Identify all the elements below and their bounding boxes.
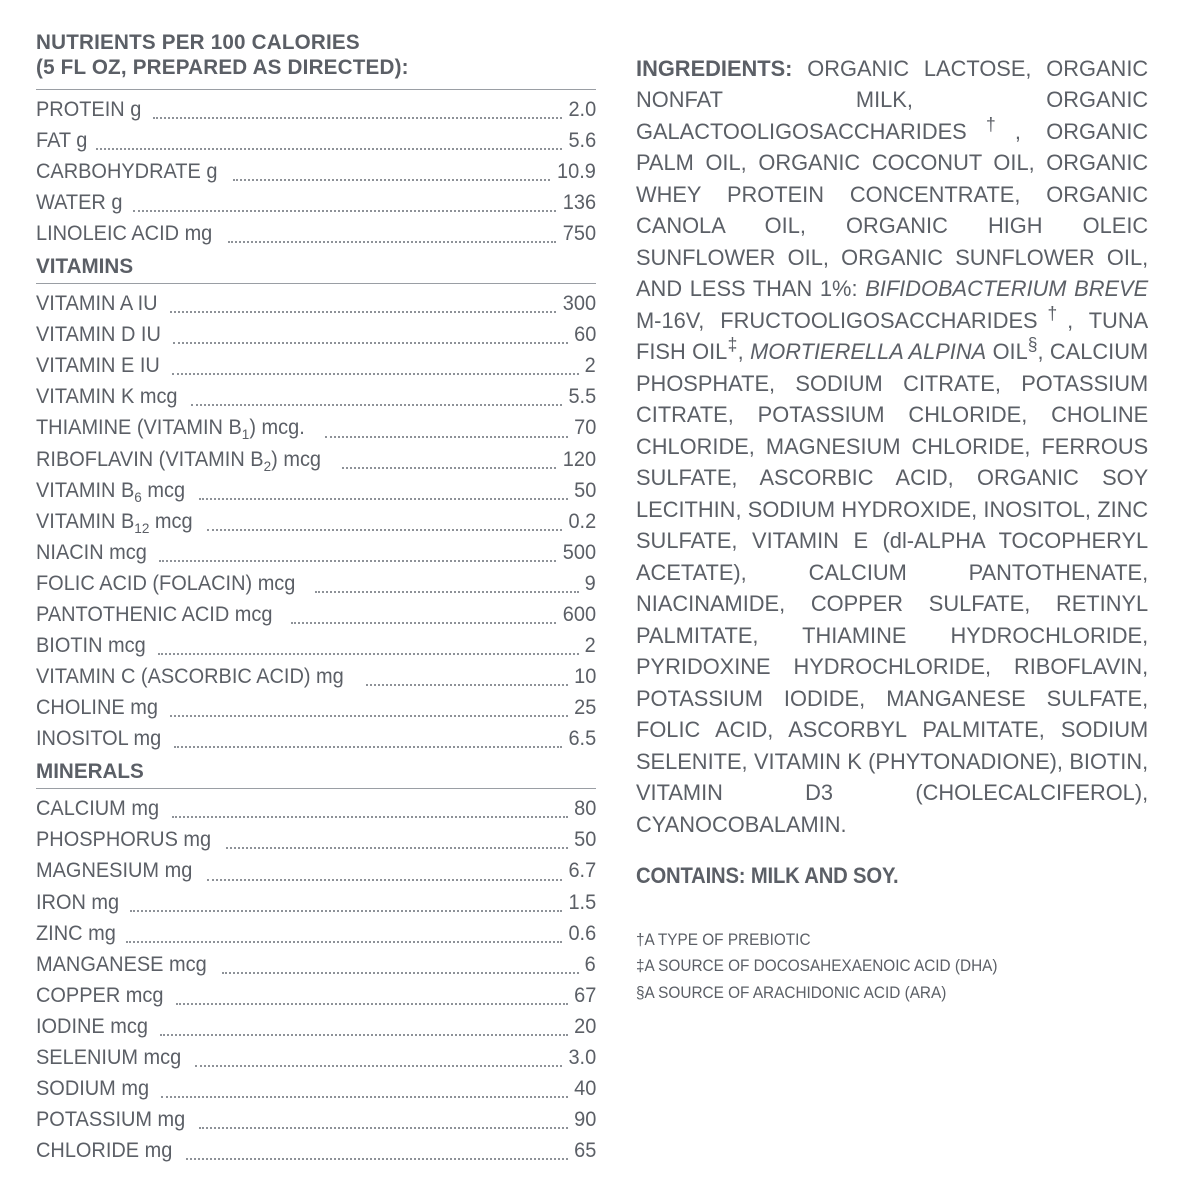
nutrient-row	[36, 412, 596, 443]
nutrient-row	[36, 125, 596, 156]
ingredients-text-4: , TUNA FISH OIL	[636, 307, 1149, 364]
nutrient-row	[36, 855, 596, 886]
nutrient-value: 0.2	[568, 509, 596, 533]
nutrient-row	[36, 1135, 596, 1166]
dagger-marker-2: †	[1037, 303, 1068, 323]
ingredients-text-3: M-16V, FRUCTOOLIGOSACCHARIDES	[636, 307, 1038, 333]
nutrient-row	[36, 94, 596, 125]
leader-dots	[158, 652, 580, 655]
ingredients-text-6: OIL	[986, 339, 1028, 364]
ingredients-text-1: ORGANIC LACTOSE, ORGANIC NONFAT MILK, ORGANIC GALACTOOLIGOSACCHARIDES	[636, 55, 1149, 144]
nutrient-value: 2	[584, 354, 596, 378]
nutrient-label: PHOSPHORUS mg	[36, 828, 212, 852]
leader-dots	[159, 559, 556, 562]
nutrient-label: MANGANESE mcg	[36, 952, 207, 976]
nutrient-value: 500	[562, 540, 596, 564]
nutrient-row	[36, 599, 596, 630]
leader-dots	[96, 147, 562, 150]
nutrient-label: VITAMIN C (ASCORBIC ACID) mg	[36, 665, 344, 689]
nutrient-row	[36, 475, 596, 506]
nutrient-label: COPPER mcg	[36, 983, 164, 1007]
nutrient-label: THIAMINE (VITAMIN $B_1$) mcg.	[36, 416, 305, 444]
nutrient-value: 0.6	[568, 921, 596, 945]
leader-dots	[199, 497, 568, 500]
nutrient-label: POTASSIUM mg	[36, 1108, 186, 1132]
leader-dots	[191, 403, 562, 406]
nutrient-label: NIACIN mcg	[36, 540, 147, 564]
footnote-item: §A SOURCE OF ARACHIDONIC ACID (ARA)	[636, 983, 947, 1002]
nutrient-row	[36, 156, 596, 187]
nutrient-label: MAGNESIUM mg	[36, 859, 193, 883]
leader-dots	[233, 178, 550, 181]
ingredients-paragraph	[636, 53, 1148, 841]
nutrient-label: CHLORIDE mg	[36, 1139, 173, 1163]
nutrients-column	[36, 30, 596, 1182]
leader-dots	[130, 909, 562, 912]
nutrient-row	[36, 887, 596, 918]
nutrient-row	[36, 980, 596, 1011]
minerals-heading: MINERALS	[36, 759, 144, 784]
nutrient-value: 60	[573, 323, 596, 347]
contains-statement: CONTAINS: MILK AND SOY.	[636, 862, 899, 888]
leader-dots	[161, 1095, 568, 1098]
footnote-item: †A TYPE OF PREBIOTIC	[636, 930, 811, 949]
nutrient-value: 50	[573, 828, 596, 852]
vitamins-heading: VITAMINS	[36, 254, 134, 279]
nutrient-label: VITAMIN $B_6$ mcg	[36, 478, 186, 506]
ingredients-label: INGREDIENTS:	[636, 55, 793, 81]
nutrient-value: 67	[573, 983, 596, 1007]
nutrient-value: 5.5	[568, 385, 596, 409]
nutrient-value: 90	[573, 1108, 596, 1132]
nutrient-row	[36, 918, 596, 949]
nutrient-row	[36, 793, 596, 824]
leader-dots	[366, 683, 568, 686]
nutrient-value: 70	[573, 416, 596, 440]
leader-dots	[195, 1064, 562, 1067]
nutrient-value: 2	[584, 633, 596, 657]
nutrient-row	[36, 319, 596, 350]
nutrient-label: VITAMIN A IU	[36, 292, 158, 316]
nutrient-value: 40	[573, 1076, 596, 1100]
nutrient-row	[36, 824, 596, 855]
nutrient-row	[36, 630, 596, 661]
ingredient-italic-mortierella: MORTIERELLA ALPINA	[750, 339, 987, 364]
minerals-list	[36, 793, 596, 1166]
nutrient-value: 25	[573, 696, 596, 720]
nutrient-label: CARBOHYDRATE g	[36, 159, 218, 183]
nutrient-value: 3.0	[568, 1045, 596, 1069]
leader-dots	[153, 116, 562, 119]
nutrient-label: PROTEIN g	[36, 97, 142, 121]
nutrient-label: SODIUM mg	[36, 1076, 150, 1100]
leader-dots	[173, 341, 567, 344]
leader-dots	[228, 240, 556, 243]
nutrient-value: 65	[573, 1139, 596, 1163]
leader-dots	[176, 1002, 567, 1005]
leader-dots	[325, 435, 568, 438]
nutrient-label: VITAMIN $B_{12}$ mcg	[36, 509, 193, 537]
nutrient-label: WATER g	[36, 190, 123, 214]
nutrient-label: PANTOTHENIC ACID mcg	[36, 602, 273, 626]
nutrient-label: VITAMIN D IU	[36, 323, 161, 347]
nutrient-label: FAT g	[36, 128, 88, 152]
footnotes-list	[636, 927, 1127, 1007]
nutrient-value: 6.5	[568, 727, 596, 751]
leader-dots	[199, 1126, 568, 1129]
footnote-item: ‡A SOURCE OF DOCOSAHEXAENOIC ACID (DHA)	[636, 957, 998, 976]
nutrient-label: IRON mg	[36, 890, 120, 914]
nutrient-row	[36, 444, 596, 475]
ingredients-text-7: , CALCIUM PHOSPHATE, SODIUM CITRATE, POTASSIUM CITRATE, POTASSIUM CHLORIDE, CHOLINE CHLORIDE, MAGNESIUM CHLORIDE, FERROUS SULFATE, ASCORBIC ACID, ORGANIC SOY LECITHIN, SODIUM HYDROXIDE, INOSITOL, ZINC SULFATE, VITAMIN E (dl-ALPHA TOCOPHERYL ACETATE), CALCIUM PANTOTHENATE, NIACINAMIDE, COPPER SULFATE, RETINYL PALMITATE, THIAMINE HYDROCHLORIDE, PYRIDOXINE HYDROCHLORIDE, RIBOFLAVIN, POTASSIUM IODIDE, MANGANESE SULFATE, FOLIC ACID, ASCORBYL PALMITATE, SODIUM SELENITE, VITAMIN K (PHYTONADIONE), BIOTIN, VITAMIN D3 (CHOLECALCIFEROL), CYANOCOBALAMIN.	[636, 339, 1149, 837]
nutrient-row	[36, 350, 596, 381]
leader-dots	[222, 971, 580, 974]
nutrient-label: IODINE mcg	[36, 1014, 148, 1038]
leader-dots	[126, 940, 562, 943]
ingredients-text-2: , ORGANIC PALM OIL, ORGANIC COCONUT OIL, ORGANIC WHEY PROTEIN CONCENTRATE, ORGANIC CANOLA OIL, ORGANIC HIGH OLEIC SUNFLOWER OIL, ORGANIC SUNFLOWER OIL, AND LESS THAN 1%:	[636, 118, 1149, 301]
vitamins-list	[36, 288, 596, 754]
nutrient-label: CALCIUM mg	[36, 797, 160, 821]
nutrient-row	[36, 568, 596, 599]
nutrient-value: 300	[562, 292, 596, 316]
nutrient-row	[36, 949, 596, 980]
nutrient-row	[36, 661, 596, 692]
panel-title-line1: NUTRIENTS PER 100 CALORIES	[36, 30, 360, 54]
nutrient-row	[36, 723, 596, 754]
nutrient-row	[36, 1073, 596, 1104]
nutrient-value: 80	[573, 797, 596, 821]
nutrient-label: ZINC mg	[36, 921, 116, 945]
ingredients-text-5: ,	[737, 339, 751, 364]
nutrient-value: 10	[573, 665, 596, 689]
nutrient-value: 2.0	[568, 97, 596, 121]
nutrient-label: VITAMIN E IU	[36, 354, 160, 378]
leader-dots	[170, 310, 556, 313]
nutrient-value: 120	[562, 447, 596, 471]
ingredient-italic-bifidobacterium: BIFIDOBACTERIUM BREVE	[865, 276, 1149, 301]
section-sign-marker-1: §	[1027, 334, 1038, 355]
leader-dots	[226, 846, 567, 849]
divider-minerals	[36, 788, 596, 789]
nutrient-row	[36, 288, 596, 319]
nutrient-value: 6.7	[568, 859, 596, 883]
nutrient-label: LINOLEIC ACID mg	[36, 222, 213, 246]
nutrient-row	[36, 537, 596, 568]
nutrient-label: CHOLINE mg	[36, 696, 158, 720]
nutrient-value: 50	[573, 478, 596, 502]
leader-dots	[174, 745, 562, 748]
nutrient-value: 5.6	[568, 128, 596, 152]
nutrient-label: FOLIC ACID (FOLACIN) mcg	[36, 571, 296, 595]
leader-dots	[170, 714, 567, 717]
leader-dots	[315, 590, 579, 593]
leader-dots	[186, 1157, 568, 1160]
nutrient-row	[36, 506, 596, 537]
panel-title	[36, 30, 574, 81]
dagger-marker-1: †	[966, 114, 1015, 134]
leader-dots	[133, 209, 556, 212]
nutrient-value: 1.5	[568, 890, 596, 914]
nutrient-value: 750	[562, 222, 596, 246]
leader-dots	[160, 1033, 568, 1036]
nutrient-label: BIOTIN mcg	[36, 633, 146, 657]
nutrient-value: 9	[584, 571, 596, 595]
leader-dots	[172, 815, 568, 818]
leader-dots	[291, 621, 556, 624]
leader-dots	[342, 466, 556, 469]
nutrient-value: 600	[562, 602, 596, 626]
leader-dots	[207, 528, 562, 531]
divider-vitamins	[36, 283, 596, 284]
nutrient-label: SELENIUM mcg	[36, 1045, 182, 1069]
panel-title-line2: (5 FL OZ, PREPARED AS DIRECTED):	[36, 55, 409, 80]
base-nutrients-list	[36, 94, 596, 249]
nutrient-label: INOSITOL mg	[36, 727, 162, 751]
nutrient-row	[36, 1011, 596, 1042]
nutrient-value: 6	[584, 952, 596, 976]
nutrient-row	[36, 1104, 596, 1135]
nutrient-row	[36, 187, 596, 218]
nutrient-value: 20	[573, 1014, 596, 1038]
nutrient-row	[36, 381, 596, 412]
nutrient-row	[36, 692, 596, 723]
nutrient-label: RIBOFLAVIN (VITAMIN $B_2$) mcg	[36, 447, 322, 475]
nutrient-value: 136	[562, 190, 596, 214]
nutrient-value: 10.9	[557, 159, 596, 183]
nutrient-label: VITAMIN K mcg	[36, 385, 178, 409]
nutrient-row	[36, 218, 596, 249]
double-dagger-marker-1: ‡	[727, 334, 738, 355]
divider-top	[36, 89, 596, 90]
nutrient-row	[36, 1042, 596, 1073]
leader-dots	[172, 372, 579, 375]
ingredients-column	[632, 30, 1164, 1182]
leader-dots	[207, 878, 562, 881]
